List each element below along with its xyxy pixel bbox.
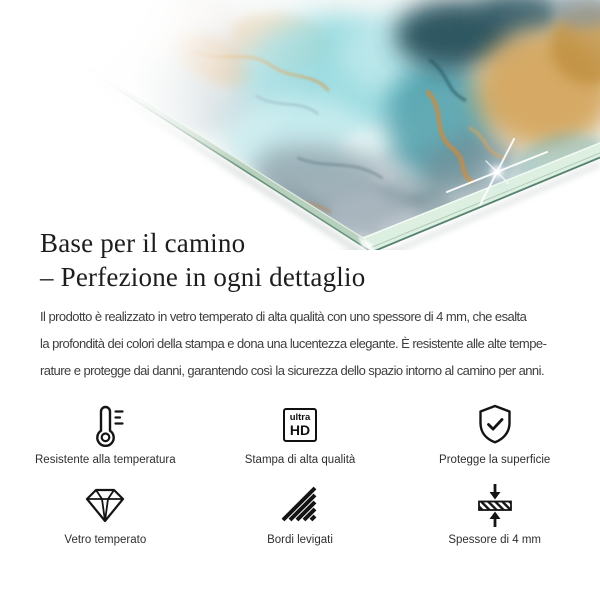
description-line: rature e protegge dai danni, garantendo così la sicurezza dello spazio intorno al camino per anni. xyxy=(40,363,545,378)
product-image xyxy=(0,0,600,250)
polished-edges-icon xyxy=(278,483,322,527)
feature-temperature xyxy=(8,398,203,466)
title-line-2: – Perfezione in ogni dettaglio xyxy=(40,262,366,292)
feature-polished-edges xyxy=(203,478,398,546)
feature-print-quality xyxy=(203,398,398,466)
thermometer-icon xyxy=(82,402,128,448)
description-line: la profondità dei colori della stampa e dona una lucentezza elegante. È resistente alle alte tempe- xyxy=(40,336,547,351)
ultra-hd-icon: ultra HD xyxy=(283,408,317,442)
feature-grid xyxy=(8,398,592,546)
feature-protection xyxy=(397,398,592,466)
feature-label: Stampa di alta qualità xyxy=(244,454,356,466)
title-line-1: Base per il camino xyxy=(40,228,246,258)
feature-label: Spessore di 4 mm xyxy=(448,534,541,546)
white-fade xyxy=(0,0,400,250)
feature-thickness xyxy=(397,478,592,546)
feature-tempered-glass xyxy=(8,478,203,546)
description-line: Il prodotto è realizzato in vetro temperato di alta qualità con uno spessore di 4 mm, che esalta xyxy=(40,309,527,324)
product-description xyxy=(40,303,546,384)
feature-label: Vetro temperato xyxy=(64,534,147,546)
diamond-icon xyxy=(82,484,128,526)
product-title xyxy=(40,226,365,294)
shield-check-icon xyxy=(473,402,517,448)
feature-label: Protegge la superficie xyxy=(439,454,551,466)
feature-label: Resistente alla temperatura xyxy=(35,454,176,466)
thickness-icon xyxy=(473,481,517,529)
feature-label: Bordi levigati xyxy=(267,534,333,546)
